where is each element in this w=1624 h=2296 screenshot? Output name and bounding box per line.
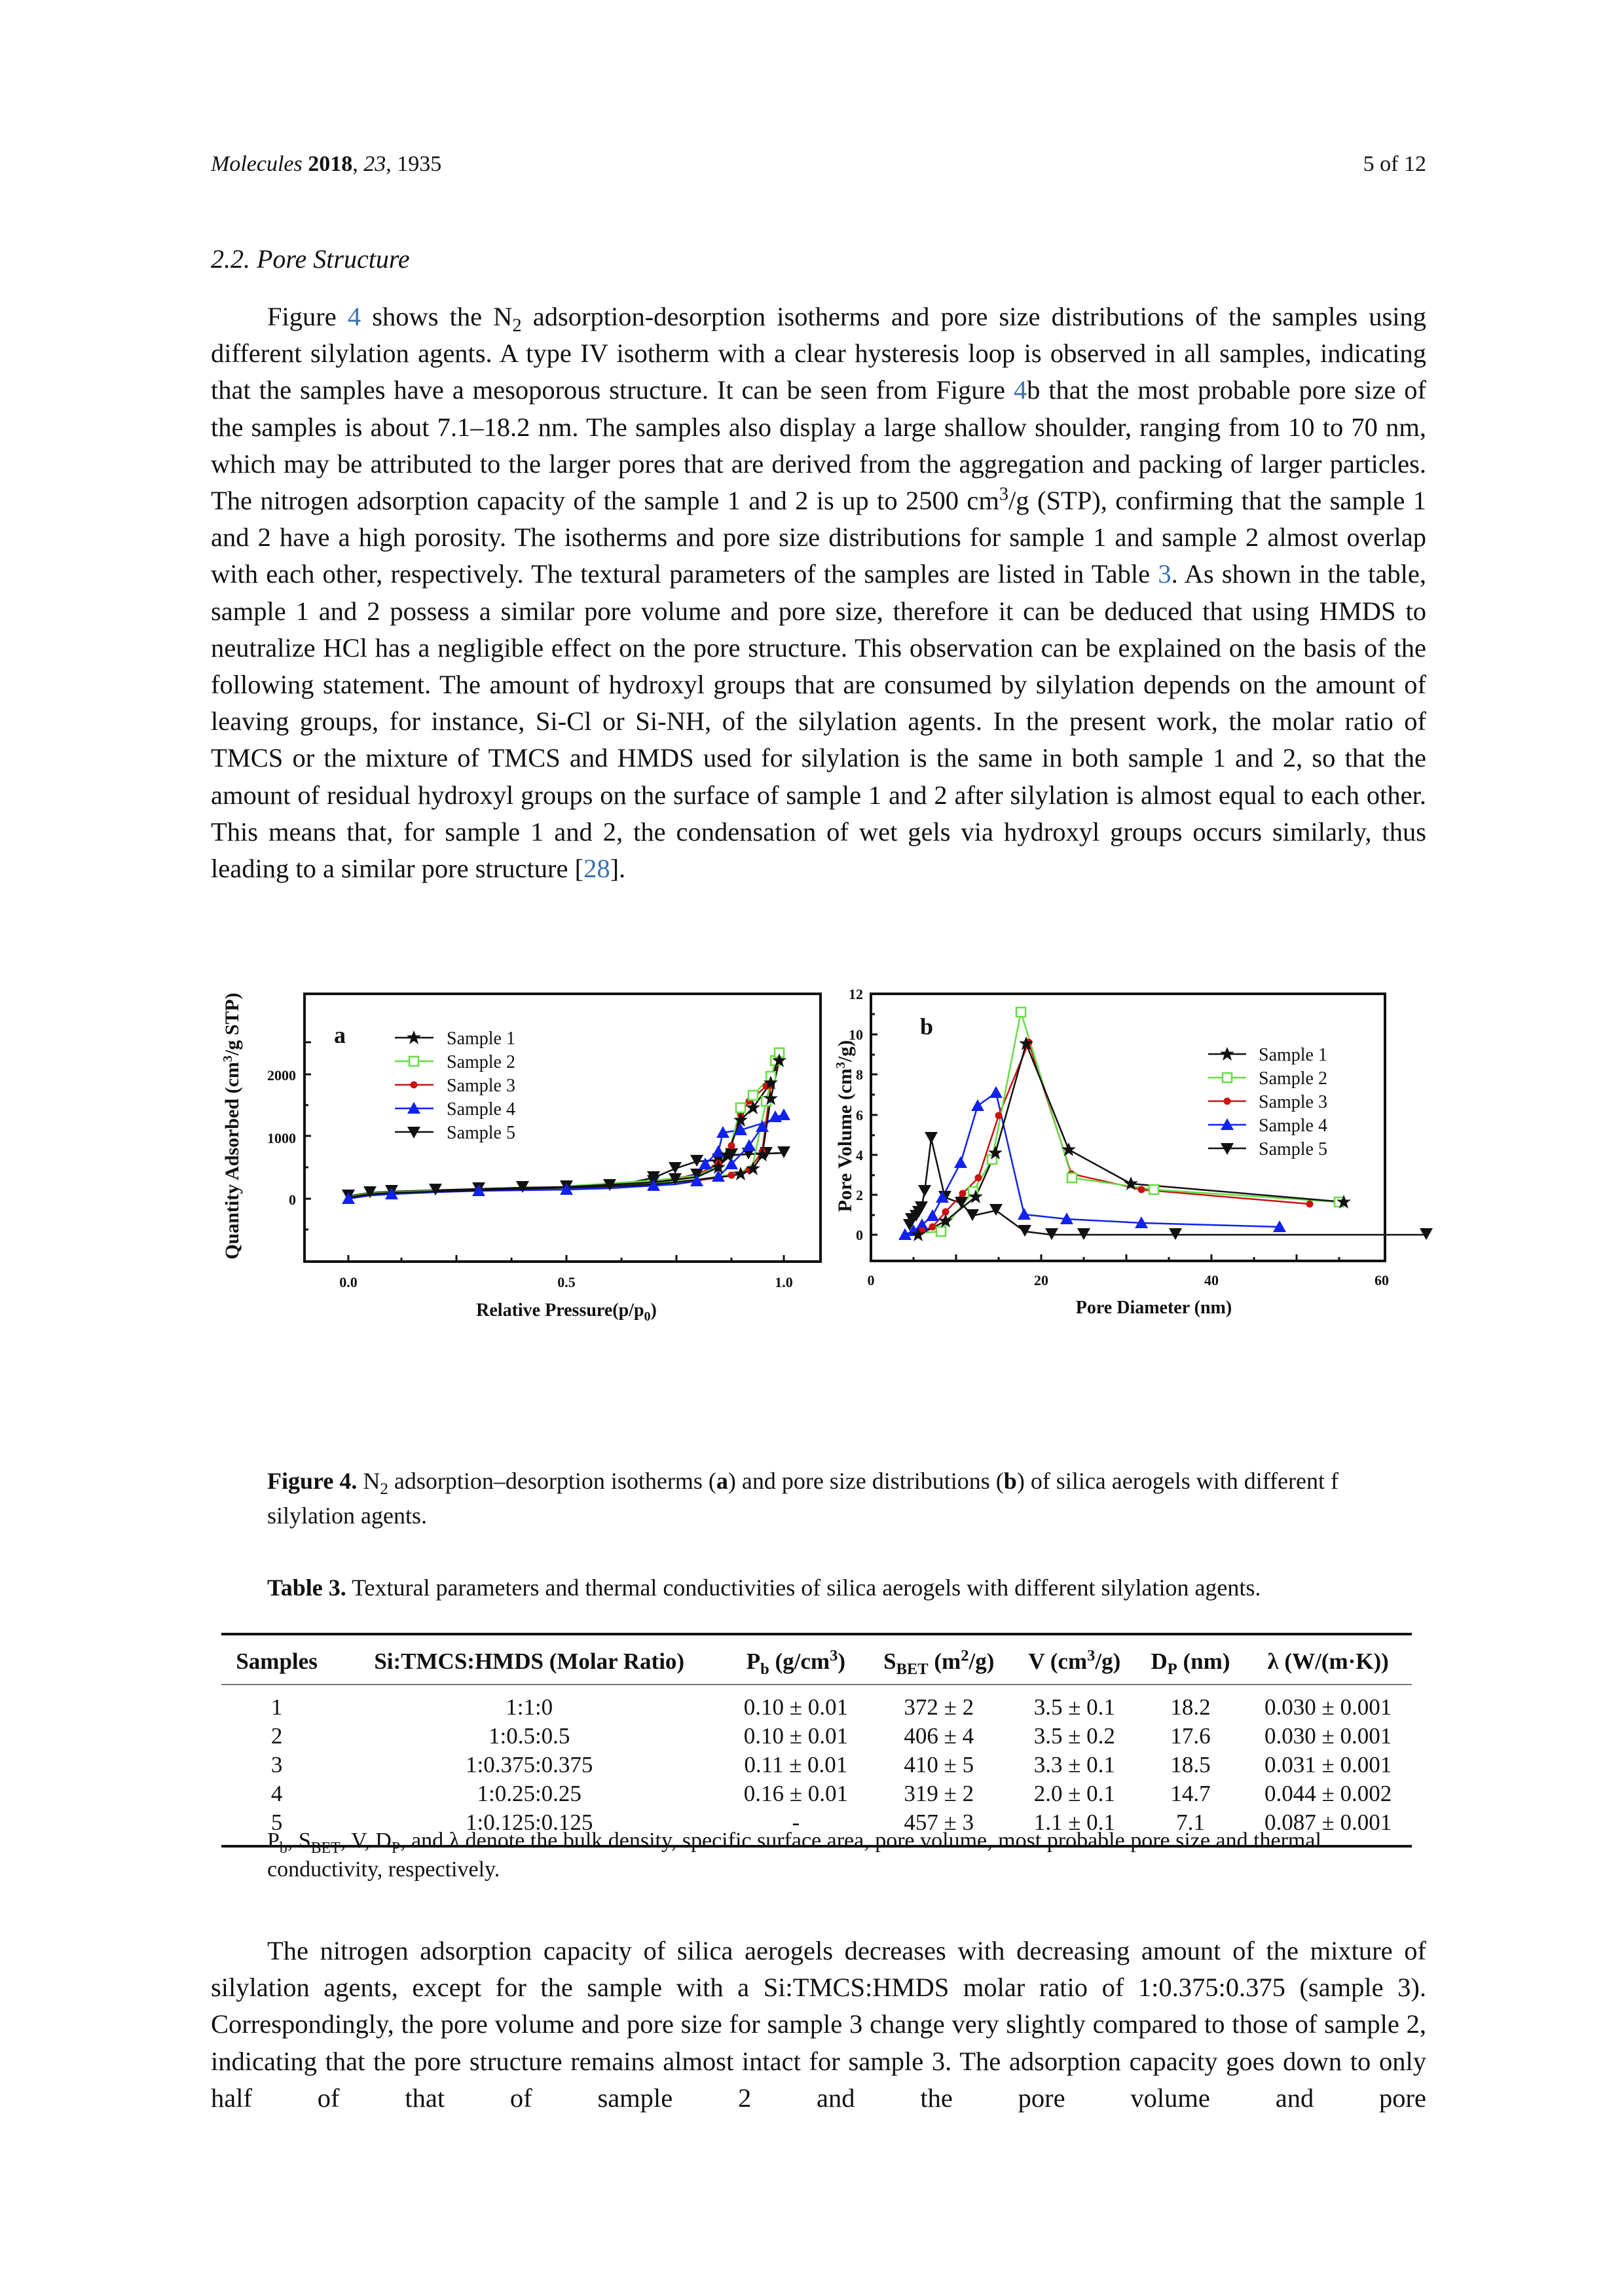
- col-dp: $D_P$ (nm): [1151, 1649, 1230, 1678]
- chart-b-ytick: 8: [856, 1066, 863, 1083]
- col-ratio: Si:TMCS:HMDS (Molar Ratio): [374, 1649, 685, 1674]
- page-number: 5 of 12: [1363, 152, 1426, 176]
- chart-b-ylabel: Pore Volume $(cm^3/g)$: [834, 1040, 856, 1212]
- chart-b-xtick: 0: [867, 1272, 875, 1288]
- chart-a-panel-label: a: [334, 1022, 346, 1048]
- chart-a-ytick: 2000: [267, 1067, 296, 1084]
- section-heading: [211, 244, 410, 274]
- chart-b-ytick: 4: [856, 1147, 863, 1163]
- article-number: 1935: [397, 152, 442, 176]
- svg-text:Sample 1: Sample 1: [1259, 1045, 1327, 1065]
- table-caption: Table 3. Textural parameters and thermal conductivities of silica aerogels with different silylation agents.: [267, 1575, 1261, 1601]
- col-volume: V $(cm^3/g)$: [1028, 1647, 1121, 1674]
- body-paragraph-2: The nitrogen adsorption capacity of silica aerogels decreases with decreasing amount of the mixture of silylation agents, except for the sample with a Si:TMCS:HMDS molar ratio of 1:0.375:0.375 (sample 3). Correspondingly, the pore volume and pore size for sample 3 change very slightly compared to those of sample 2, indicating that the pore structure remains almost intact for sample 3. The adsorption capacity goes down to only half of that of sample 2 and the pore volume and pore: [211, 1936, 1426, 2113]
- svg-text:Sample 4: Sample 4: [1259, 1116, 1327, 1136]
- svg-text:Sample 3: Sample 3: [1259, 1092, 1327, 1112]
- figure-4b-link[interactable]: 4: [1013, 375, 1027, 405]
- section-number: 2.2.: [211, 244, 250, 274]
- chart-b-ytick: 2: [856, 1187, 863, 1203]
- table-row: 1 1:1:0 0.10 ± 0.01 372 ± 2 3.5 ± 0.1 18.2 0.030 ± 0.001: [270, 1694, 1392, 1720]
- chart-b-xlabel: Pore Diameter (nm): [1075, 1298, 1232, 1318]
- journal-volume: 23: [363, 152, 386, 176]
- chart-b-ytick: 0: [856, 1227, 863, 1243]
- chart-b-pore-size: [834, 986, 1433, 1318]
- svg-text:Sample 3: Sample 3: [447, 1076, 515, 1096]
- table-row: 2 1:0.5:0.5 0.10 ± 0.01 406 ± 4 3.5 ± 0.2 17.6 0.030 ± 0.001: [270, 1723, 1392, 1749]
- chart-a-xlabel: Relative $Pressure(p/p_0)$: [476, 1300, 657, 1324]
- figure-4: [0, 982, 1624, 1440]
- col-lambda: λ (W/(m·K)): [1267, 1649, 1389, 1674]
- col-pb: $P_b$ $(g/cm^3)$: [746, 1647, 845, 1678]
- chart-a-xtick: 0.0: [339, 1274, 358, 1290]
- figure-4-link[interactable]: 4: [347, 302, 361, 331]
- svg-text:Sample 2: Sample 2: [1259, 1068, 1327, 1089]
- svg-text:Sample 4: Sample 4: [447, 1099, 515, 1120]
- svg-text:Sample 5: Sample 5: [447, 1123, 515, 1143]
- figure-caption: Figure 4. $N_2$ adsorption–desorption isotherms (a) and pore size distributions (b) of silica aerogels with different f silylation agents.: [267, 1468, 1338, 1529]
- svg-text:Sample 5: Sample 5: [1259, 1139, 1327, 1159]
- citation-28-link[interactable]: 28: [583, 854, 610, 884]
- running-header-citation: Molecules 2018, 23, 1935: [211, 152, 442, 176]
- chart-b-xtick: 40: [1204, 1272, 1219, 1288]
- chart-a-ytick: 0: [289, 1192, 296, 1208]
- chart-a-ytick: 1000: [267, 1130, 296, 1146]
- svg-text:Sample 1: Sample 1: [447, 1029, 515, 1049]
- col-samples: Samples: [236, 1649, 318, 1674]
- figure-label: Figure 4.: [267, 1468, 358, 1494]
- journal-year: 2018: [308, 152, 353, 176]
- chart-b-ytick: 6: [856, 1107, 863, 1123]
- table-row: 4 1:0.25:0.25 0.16 ± 0.01 319 ± 2 2.0 ± 0.1 14.7 0.044 ± 0.002: [270, 1781, 1392, 1806]
- section-title: Pore Structure: [257, 244, 410, 274]
- textural-parameters-table: [221, 1633, 1412, 1848]
- chart-a-xtick: 1.0: [775, 1274, 793, 1290]
- table-row: 5 1:0.125:0.125 - 457 ± 3 1.1 ± 0.1 7.1 0.087 ± 0.001: [221, 1808, 1412, 1846]
- journal-name: Molecules: [211, 152, 303, 176]
- body-paragraph-1: Figure 4 shows the $N_2$ adsorption-desorption isotherms and pore size distributions of the samples using different silylation agents. A type IV isotherm with a clear hysteresis loop is observed in all samples, indicating that the samples have a mesoporous structure. It can be seen from Figure 4b that the most probable pore size of the samples is about 7.1–18.2 nm. The samples also display a large shallow shoulder, ranging from 10 to 70 nm, which may be attributed to the larger pores that are derived from the aggregation and packing of larger particles. The nitrogen adsorption capacity of the sample 1 and 2 is up to 2500 $cm^3/g$ (STP), confirming that the sample 1 and 2 have a high porosity. The isotherms and pore size distributions for sample 1 and sample 2 almost overlap with each other, respectively. The textural parameters of the samples are listed in Table 3. As shown in the table, sample 1 and 2 possess a similar pore volume and pore size, therefore it can be deduced that using HMDS to neutralize HCl has a negligible effect on the pore structure. This observation can be explained on the basis of the following statement. The amount of hydroxyl groups that are consumed by silylation depends on the amount of leaving groups, for instance, Si-Cl or Si-NH, of the silylation agents. In the present work, the molar ratio of TMCS or the mixture of TMCS and HMDS used for silylation is the same in both sample 1 and 2, so that the amount of residual hydroxyl groups on the surface of sample 1 and 2 after silylation is almost equal to each other. This means that, for sample 1 and 2, the condensation of wet gels via hydroxyl groups occurs similarly, thus leading to a similar pore structure [28].: [211, 302, 1426, 884]
- chart-b-ytick: 10: [849, 1027, 863, 1043]
- chart-a-ylabel: Quantity Adsorbed ($cm^3/g$ STP): [221, 993, 243, 1260]
- table-3-link[interactable]: 3: [1158, 559, 1172, 589]
- chart-b-xtick: 20: [1034, 1272, 1048, 1288]
- table-footnote: $P_b$, $S_{BET}$, V, $D_P$, and λ denote the bulk density, specific surface area, pore volume, most probable pore size and thermal conductivity, respectively.: [267, 1829, 1321, 1882]
- svg-text:Sample 2: Sample 2: [447, 1052, 515, 1072]
- table-header-row: [221, 1634, 1412, 1685]
- chart-b-panel-label: b: [920, 1013, 934, 1040]
- chart-b-ytick: 12: [849, 986, 863, 1002]
- chart-b-xtick: 60: [1375, 1272, 1389, 1288]
- chart-a-isotherms: [221, 993, 821, 1324]
- table-row: 3 1:0.375:0.375 0.11 ± 0.01 410 ± 5 3.3 ± 0.1 18.5 0.031 ± 0.001: [270, 1752, 1392, 1777]
- chart-a-frame: [304, 994, 821, 1262]
- chart-a-xtick: 0.5: [557, 1274, 576, 1290]
- col-sbet: $S_{BET}$ $(m^2/g)$: [883, 1647, 995, 1678]
- table-label: Table 3.: [267, 1575, 346, 1601]
